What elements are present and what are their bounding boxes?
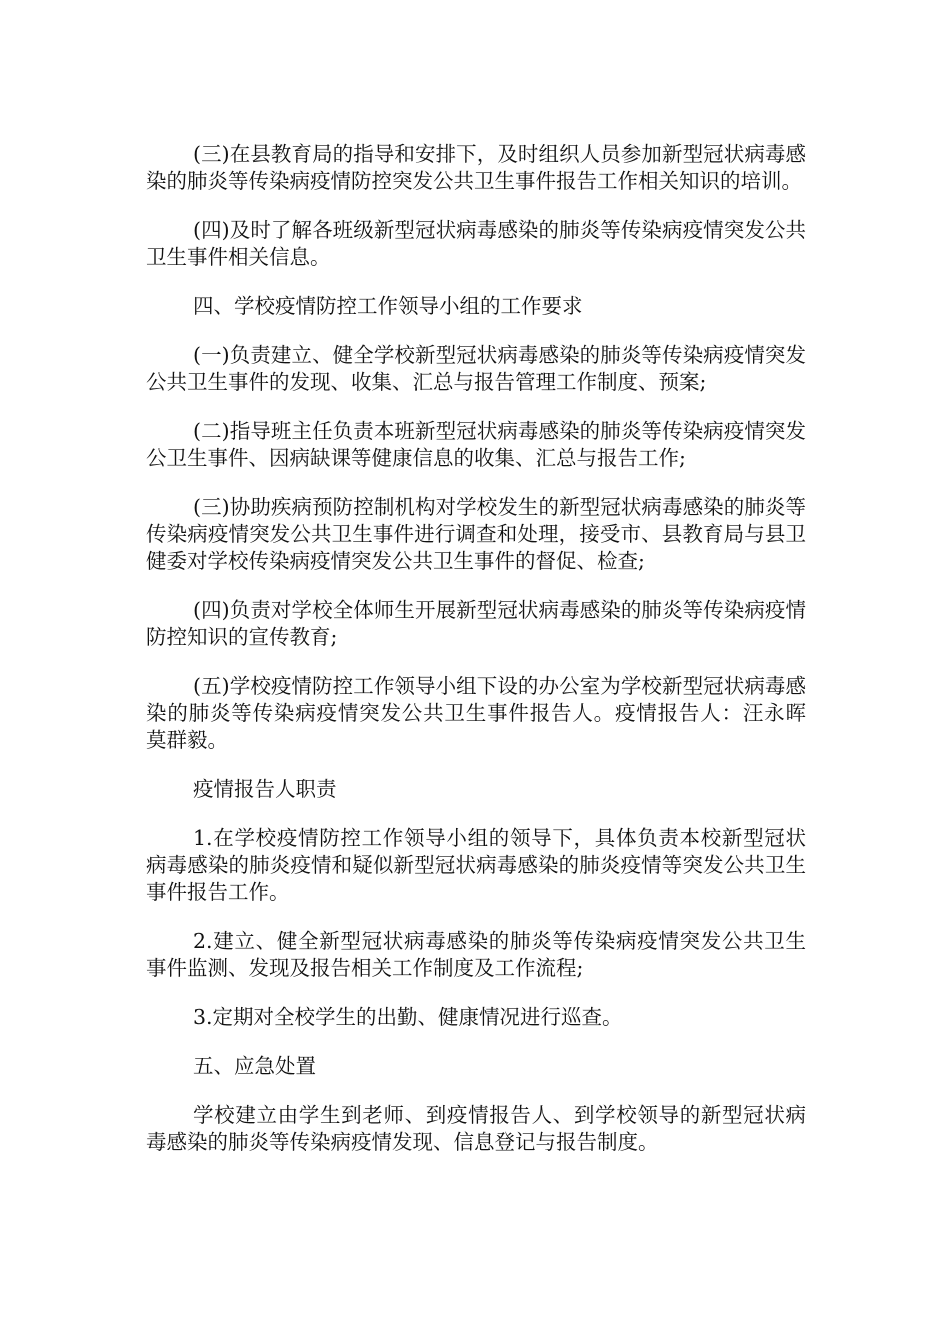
- paragraph-duty-1: 1.在学校疫情防控工作领导小组的领导下，具体负责本校新型冠状病毒感染的肺炎疫情和疑似新型冠状病毒感染的肺炎疫情等突发公共卫生事件报告工作。: [146, 826, 806, 904]
- document-body: [146, 141, 806, 1178]
- paragraph-class-info: (四)及时了解各班级新型冠状病毒感染的肺炎等传染病疫情突发公共卫生事件相关信息。: [146, 218, 806, 269]
- paragraph-training: (三)在县教育局的指导和安排下，及时组织人员参加新型冠状病毒感染的肺炎等传染病疫情防控突发公共卫生事件报告工作相关知识的培训。: [146, 142, 806, 193]
- paragraph-requirement-4: (四)负责对学校全体师生开展新型冠状病毒感染的肺炎等传染病疫情防控知识的宣传教育;: [146, 598, 806, 649]
- paragraph-requirement-5: (五)学校疫情防控工作领导小组下设的办公室为学校新型冠状病毒感染的肺炎等传染病疫情突发公共卫生事件报告人。疫情报告人：汪永晖 莫群毅。: [146, 674, 806, 752]
- paragraph-requirement-3: (三)协助疾病预防控制机构对学校发生的新型冠状病毒感染的肺炎等传染病疫情突发公共卫生事件进行调查和处理，接受市、县教育局与县卫健委对学校传染病疫情突发公共卫生事件的督促、检查;: [146, 495, 806, 573]
- paragraph-requirement-2: (二)指导班主任负责本班新型冠状病毒感染的肺炎等传染病疫情突发公卫生事件、因病缺课等健康信息的收集、汇总与报告工作;: [146, 419, 806, 470]
- paragraph-duty-2: 2.建立、健全新型冠状病毒感染的肺炎等传染病疫情突发公共卫生事件监测、发现及报告相关工作制度及工作流程;: [146, 929, 806, 980]
- section-heading-emergency: 五、应急处置: [193, 1054, 316, 1078]
- section-heading-requirements: 四、学校疫情防控工作领导小组的工作要求: [193, 294, 583, 318]
- paragraph-reporting-system: 学校建立由学生到老师、到疫情报告人、到学校领导的新型冠状病毒感染的肺炎等传染病疫情发现、信息登记与报告制度。: [146, 1103, 806, 1154]
- paragraph-requirement-1: (一)负责建立、健全学校新型冠状病毒感染的肺炎等传染病疫情突发公共卫生事件的发现、收集、汇总与报告管理工作制度、预案;: [146, 343, 806, 394]
- section-heading-reporter-duties: 疫情报告人职责: [193, 777, 337, 801]
- paragraph-duty-3: 3.定期对全校学生的出勤、健康情况进行巡查。: [193, 1005, 623, 1029]
